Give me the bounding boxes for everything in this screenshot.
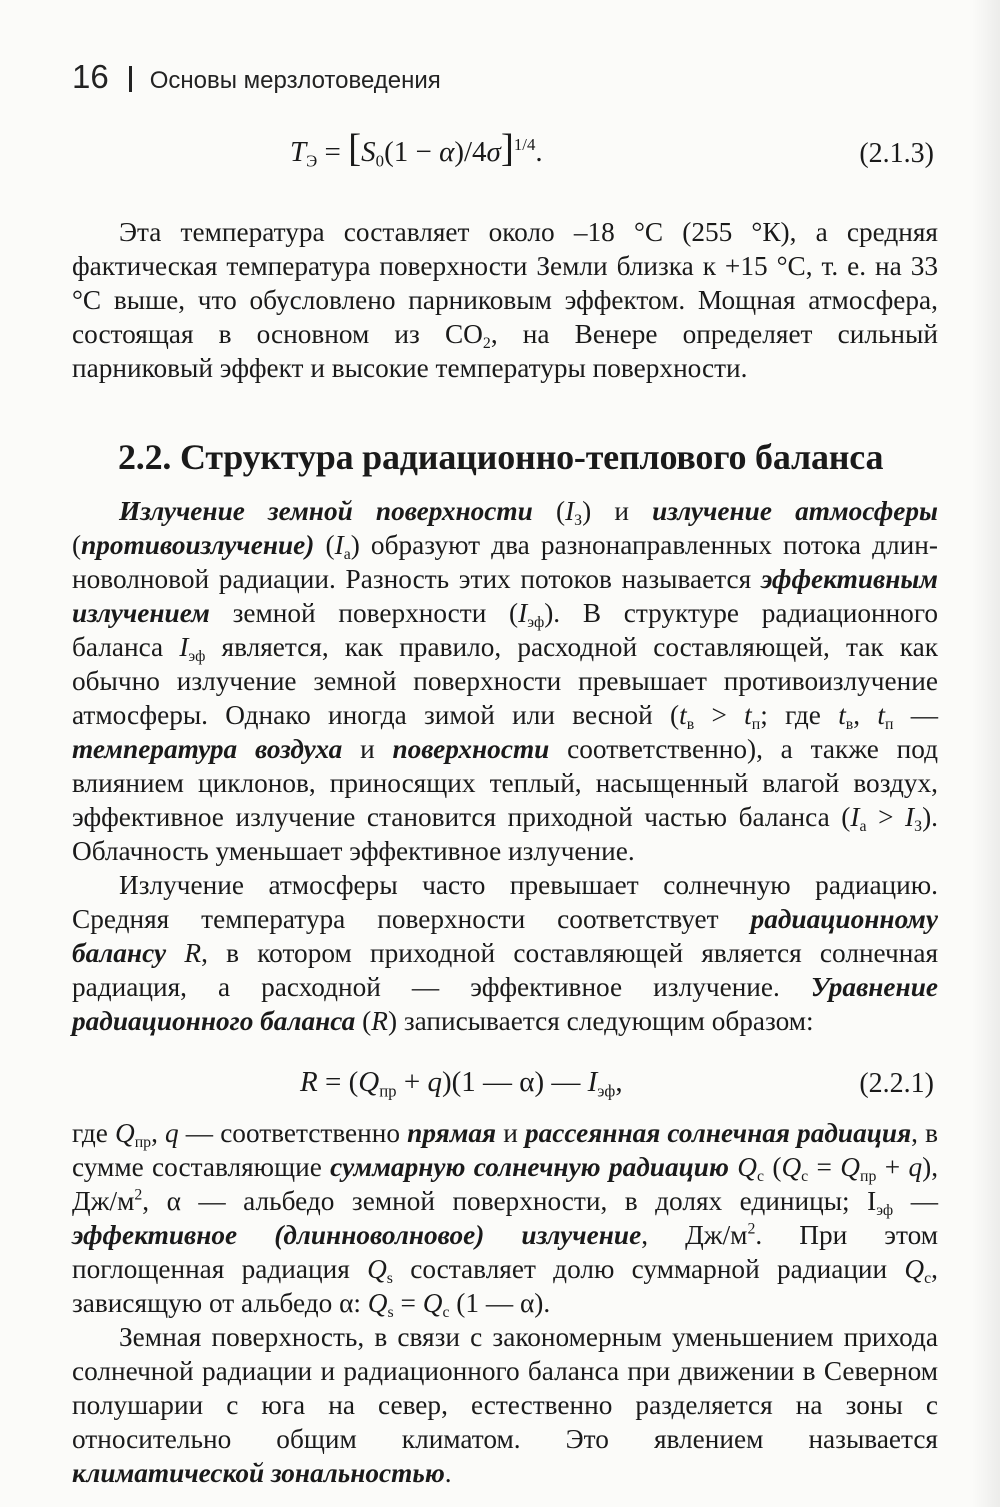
term: излучение атмосферы <box>652 496 938 526</box>
paragraph-text: Эта температура составляет около –18 °С (255 °К), а средняя фактическая температура поверхности Земли близка к +15 °С, т. е. на 33 °С выше, что обусловлено парниковым эффектом. Мощная атмосфера, состоящая в основном из $CO_2$, на Венере определяет сильный парниковый эффект и высокие температуры поверхности. <box>72 217 938 383</box>
paragraph-balance: Излучение атмосферы часто превышает солнечную радиацию. Средняя температура поверхности соответствует радиационному балансу R, в котором приходной составляющей является солнечная радиация, а расходной — эффективное излучение. Уравнение радиационного баланса (R) записывается следующим образом: <box>72 870 938 1036</box>
page-number: 16 <box>72 58 109 95</box>
running-head <box>72 58 441 108</box>
term: противоизлучение) <box>81 530 315 560</box>
paragraph-greenhouse <box>72 215 938 385</box>
formula-2-1-3-expression: $T_Э = [S_0(1 - \alpha)/4\sigma]^{1/4}$. <box>290 127 543 171</box>
term: прямая <box>407 1118 497 1148</box>
term: рассеянная солнечная радиация <box>524 1118 912 1148</box>
section-body <box>72 494 938 1038</box>
formula-2-2-1-expression: $R = (Q_{пр} + q)(1$ — α) — $I_{эф}$, <box>300 1066 623 1101</box>
paragraph-radiation: Излучение земной поверхности $(I_З)$ и излучение атмосферы (противоизлучение) $(I_а)$ образуют два разнонаправленных потока длинноволновой радиации. Разность этих потоков называется эффективным излучением земной поверхности $(I_{эф})$. В структуре радиационного баланса $I_{эф}$ является, как правило, расходной составляющей, так как обычно излучение земной поверхности превышает противоизлучение атмосферы. Однако иногда зимой или весной ($t_в > t_п$; где $t_в$, $t_п$ — температура воздуха и поверхности соответственно), а также под влиянием циклонов, приносящих теплый, насыщенный влагой воздух, эффективное излучение становится приходной частью баланса $(I_а > I_З)$. Облачность уменьшает эффективное излучение. <box>72 496 938 866</box>
term: эффективное (длинноволновое) излучение <box>72 1220 642 1250</box>
paragraph-where: где $Q_{пр}$, q — соответственно прямая и рассеянная солнечная радиация, в сумме составляющие суммарную солнечную радиацию $Q_c$ $(Q_c = Q_{пр} + q)$, $Дж/м^2$, α — альбедо земной поверхности, в долях единицы; $I_{эф}$ — эффективное (длинноволновое) излучение, $Дж/м^2$. При этом поглощенная радиация $Q_s$ составляет долю суммарной радиации $Q_c$, зависящую от альбедо α: $Q_s = Q_c$ (1 — α). <box>72 1118 939 1322</box>
header-divider <box>129 66 132 92</box>
formula-explanation <box>72 1116 938 1490</box>
formula-number: (2.2.1) <box>859 1068 934 1099</box>
term: климатической зональностью <box>72 1458 445 1488</box>
paragraph-zonality: Земная поверхность, в связи с закономерным уменьшением прихода солнечной радиации и радиационного баланса при движении в Северном полушарии с юга на север, естественно разделяется на зоны с относительно общим климатом. Это явлением называется климатической зональностью. <box>72 1322 938 1488</box>
term: радиационному балансу <box>72 904 938 968</box>
term: эффективным излучением <box>72 564 938 628</box>
formula-2-1-3 <box>0 127 1000 182</box>
formula-number: (2.1.3) <box>859 138 934 169</box>
running-title: Основы мерзлотоведения <box>149 67 441 94</box>
page-edge-shadow <box>972 0 1000 1507</box>
term: суммарную солнечную радиацию <box>330 1152 729 1182</box>
section-heading: 2.2. Структура радиационно-теплового баланса <box>118 437 884 477</box>
term: Уравнение радиационного баланса <box>72 972 938 1036</box>
term: поверхности <box>392 734 550 764</box>
term: температура воздуха <box>72 734 343 764</box>
term: Излучение земной поверхности <box>119 496 533 526</box>
formula-2-2-1 <box>0 1064 1000 1110</box>
